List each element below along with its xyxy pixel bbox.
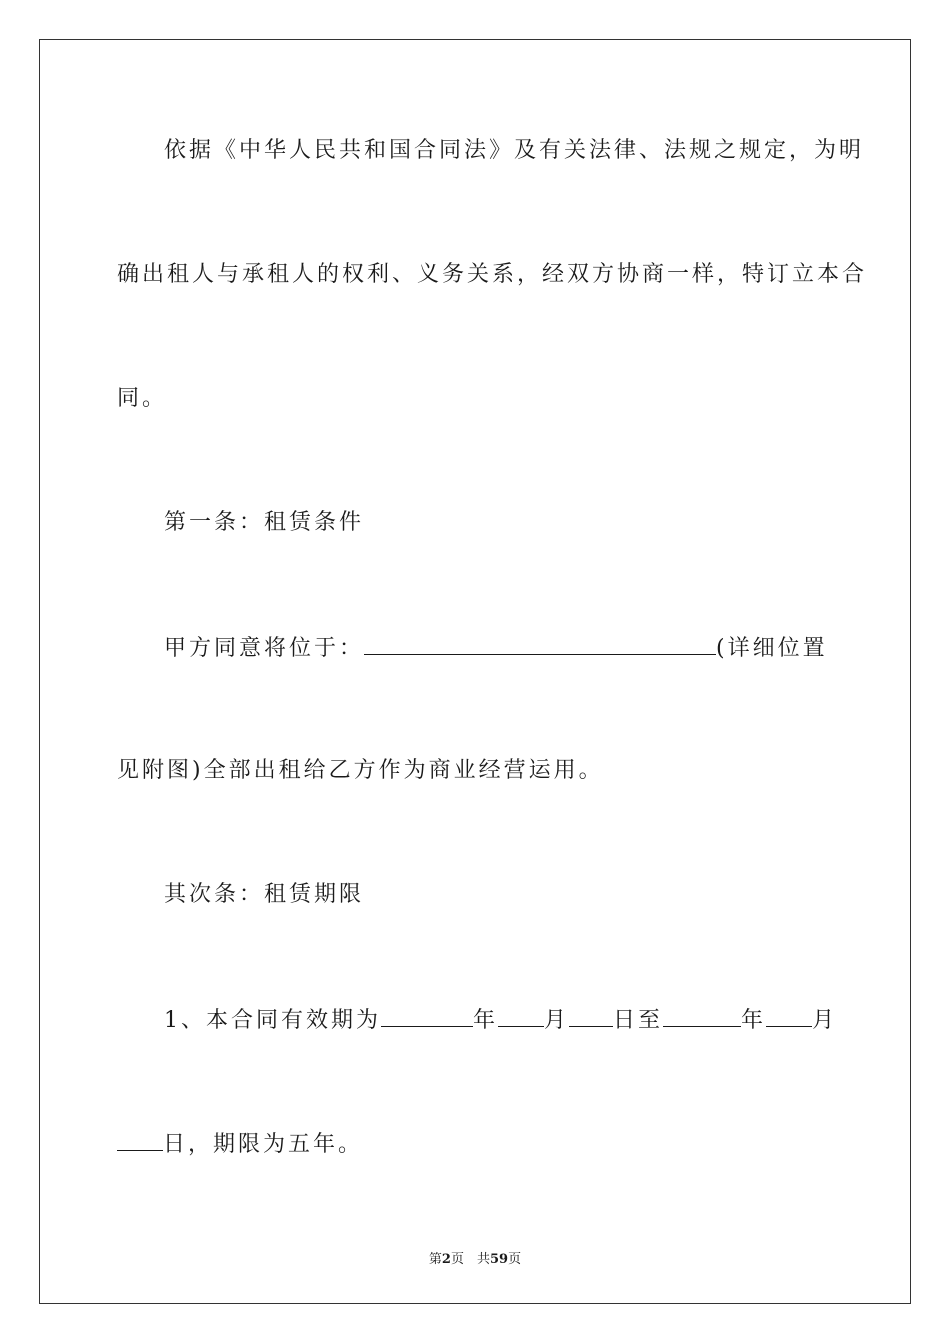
- article-1-line-1: [164, 632, 828, 664]
- end-day-blank: [117, 1128, 163, 1151]
- item-1-prefix: 1、本合同有效期为: [164, 1008, 381, 1033]
- paragraph-1-line-1: 依据《中华人民共和国合同法》及有关法律、法规之规定，为明: [164, 138, 865, 163]
- item-1-month-2: 月: [812, 1008, 838, 1033]
- paragraph-1-line-2: 确出租人与承租人的权利、义务关系，经双方协商一样，特订立本合: [117, 262, 868, 287]
- page-footer: [0, 1248, 950, 1267]
- footer-page-suffix: 页: [508, 1252, 522, 1267]
- item-1-day-1: 日至: [613, 1008, 664, 1033]
- paragraph-1-line-3: 同。: [117, 386, 168, 411]
- item-1-year-2: 年: [741, 1008, 767, 1033]
- start-month-blank: [498, 1004, 544, 1027]
- end-year-blank: [663, 1004, 741, 1027]
- start-year-blank: [381, 1004, 473, 1027]
- start-day-blank: [569, 1004, 613, 1027]
- item-1-line-2-text: 日，期限为五年。: [163, 1132, 364, 1157]
- footer-page-mid: 页 共: [450, 1252, 490, 1267]
- item-1-line-1: [164, 1004, 837, 1036]
- article-1-line-2: 见附图)全部出租给乙方作为商业经营运用。: [117, 758, 604, 783]
- article-1-title: 第一条：租赁条件: [164, 510, 365, 535]
- article-2-title: 其次条：租赁期限: [164, 882, 365, 907]
- item-1-line-2: [117, 1128, 363, 1160]
- footer-page-total: 59: [489, 1252, 509, 1267]
- end-month-blank: [766, 1004, 812, 1027]
- location-blank: [364, 632, 716, 655]
- article-1-suffix: (详细位置: [716, 636, 828, 661]
- article-1-prefix: 甲方同意将位于：: [164, 636, 365, 661]
- footer-page-prefix: 第: [428, 1252, 442, 1267]
- item-1-year-1: 年: [473, 1008, 499, 1033]
- item-1-month-1: 月: [544, 1008, 570, 1033]
- footer-page-current: 2: [441, 1252, 451, 1267]
- page-border: [39, 39, 911, 1304]
